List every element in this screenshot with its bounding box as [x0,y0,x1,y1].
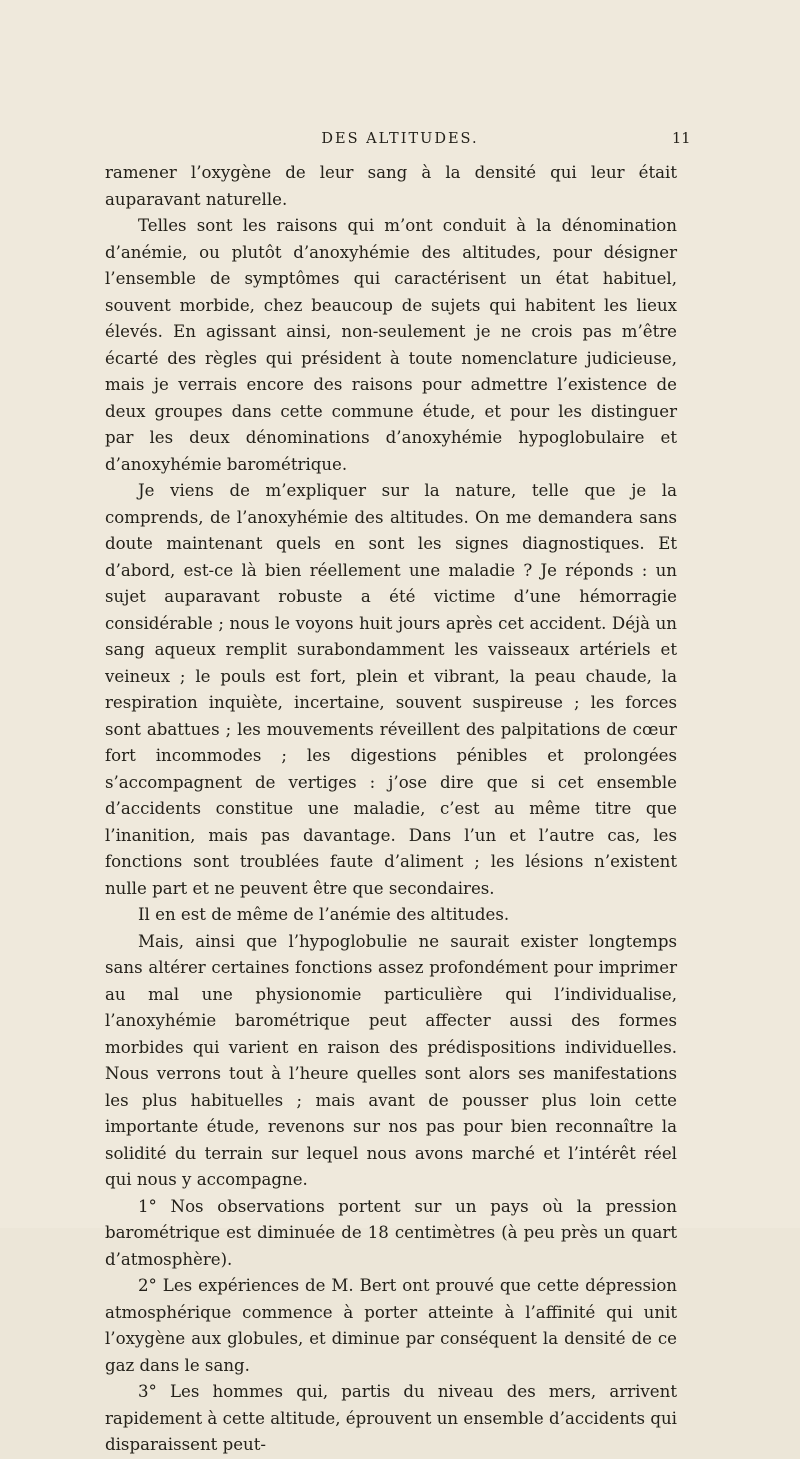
numbered-paragraph-3: 3° Les hommes qui, partis du niveau des mers, arrivent rapidement à cette altitude, éprouvent un ensemble d’accidents qui disparaissent peut- [105,1382,677,1454]
paragraph-continued: ramener l’oxygène de leur sang à la densité qui leur était auparavant naturelle. [105,163,677,209]
numbered-paragraph-1: 1° Nos observations portent sur un pays où la pression barométrique est diminuée de 18 centimètres (à peu près un quart d’atmosphère). [105,1196,677,1269]
page-number: 11 [672,131,691,147]
paragraph: Telles sont les raisons qui m’ont conduit à la dénomination d’anémie, ou plutôt d’anoxyhémie des altitudes, pour désigner l’ensemble de symptômes qui caractérisent un état habituel, souvent morbide, chez beaucoup de sujets qui habitent les lieux élevés. En agissant ainsi, non-seulement je ne crois pas m’être écarté des règles qui président à toute nomenclature judicieuse, mais je verrais encore des raisons pour admettre l’existence de deux groupes dans cette commune étude, et pour les distinguer par les deux dénominations d’anoxyhémie hypoglobulaire et d’anoxyhémie barométrique. [105,216,677,474]
paragraph: Il en est de même de l’anémie des altitudes. [138,905,510,924]
body-text [105,160,677,1459]
paragraph: Je viens de m’expliquer sur la nature, telle que je la comprends, de l’anoxyhémie des altitudes. On me demandera sans doute maintenant quels en sont les signes diagnostiques. Et d’abord, est-ce là bien réellement une maladie ? Je réponds : un sujet auparavant robuste a été victime d’une hémorragie considérable ; nous le voyons huit jours après cet accident. Déjà un sang aqueux remplit surabondamment les vaisseaux artériels et veineux ; le pouls est fort, plein et vibrant, la peau chaude, la respiration inquiète, incertaine, souvent suspireuse ; les forces sont abattues ; les mouvements réveillent des palpitations de cœur fort incommodes ; les digestions pénibles et prolongées s’accompagnent de vertiges : j’ose dire que si cet ensemble d’accidents constitue une maladie, c’est au même titre que l’inanition, mais pas davantage. Dans l’un et l’autre cas, les fonctions sont troublées faute d’aliment ; les lésions n’existent nulle part et ne peuvent être que secondaires. [105,481,677,898]
numbered-paragraph-2: 2° Les expériences de M. Bert ont prouvé que cette dépression atmosphérique commence à porter atteinte à l’affinité qui unit l’oxygène aux globules, et diminue par conséquent la densité de ce gaz dans le sang. [105,1276,677,1375]
running-title: DES ALTITUDES. [321,131,479,147]
paragraph: Mais, ainsi que l’hypoglobulie ne saurait exister longtemps sans altérer certaines fonctions assez profondément pour imprimer au mal une physionomie particulière qui l’individualise, l’anoxyhémie barométrique peut affecter aussi des formes morbides qui varient en raison des prédispositions individuelles. Nous verrons tout à l’heure quelles sont alors ses manifestations les plus habituelles ; mais avant de pousser plus loin cette importante étude, revenons sur nos pas pour bien reconnaître la solidité du terrain sur lequel nous avons marché et l’intérêt réel qui nous y accompagne. [105,931,677,1189]
